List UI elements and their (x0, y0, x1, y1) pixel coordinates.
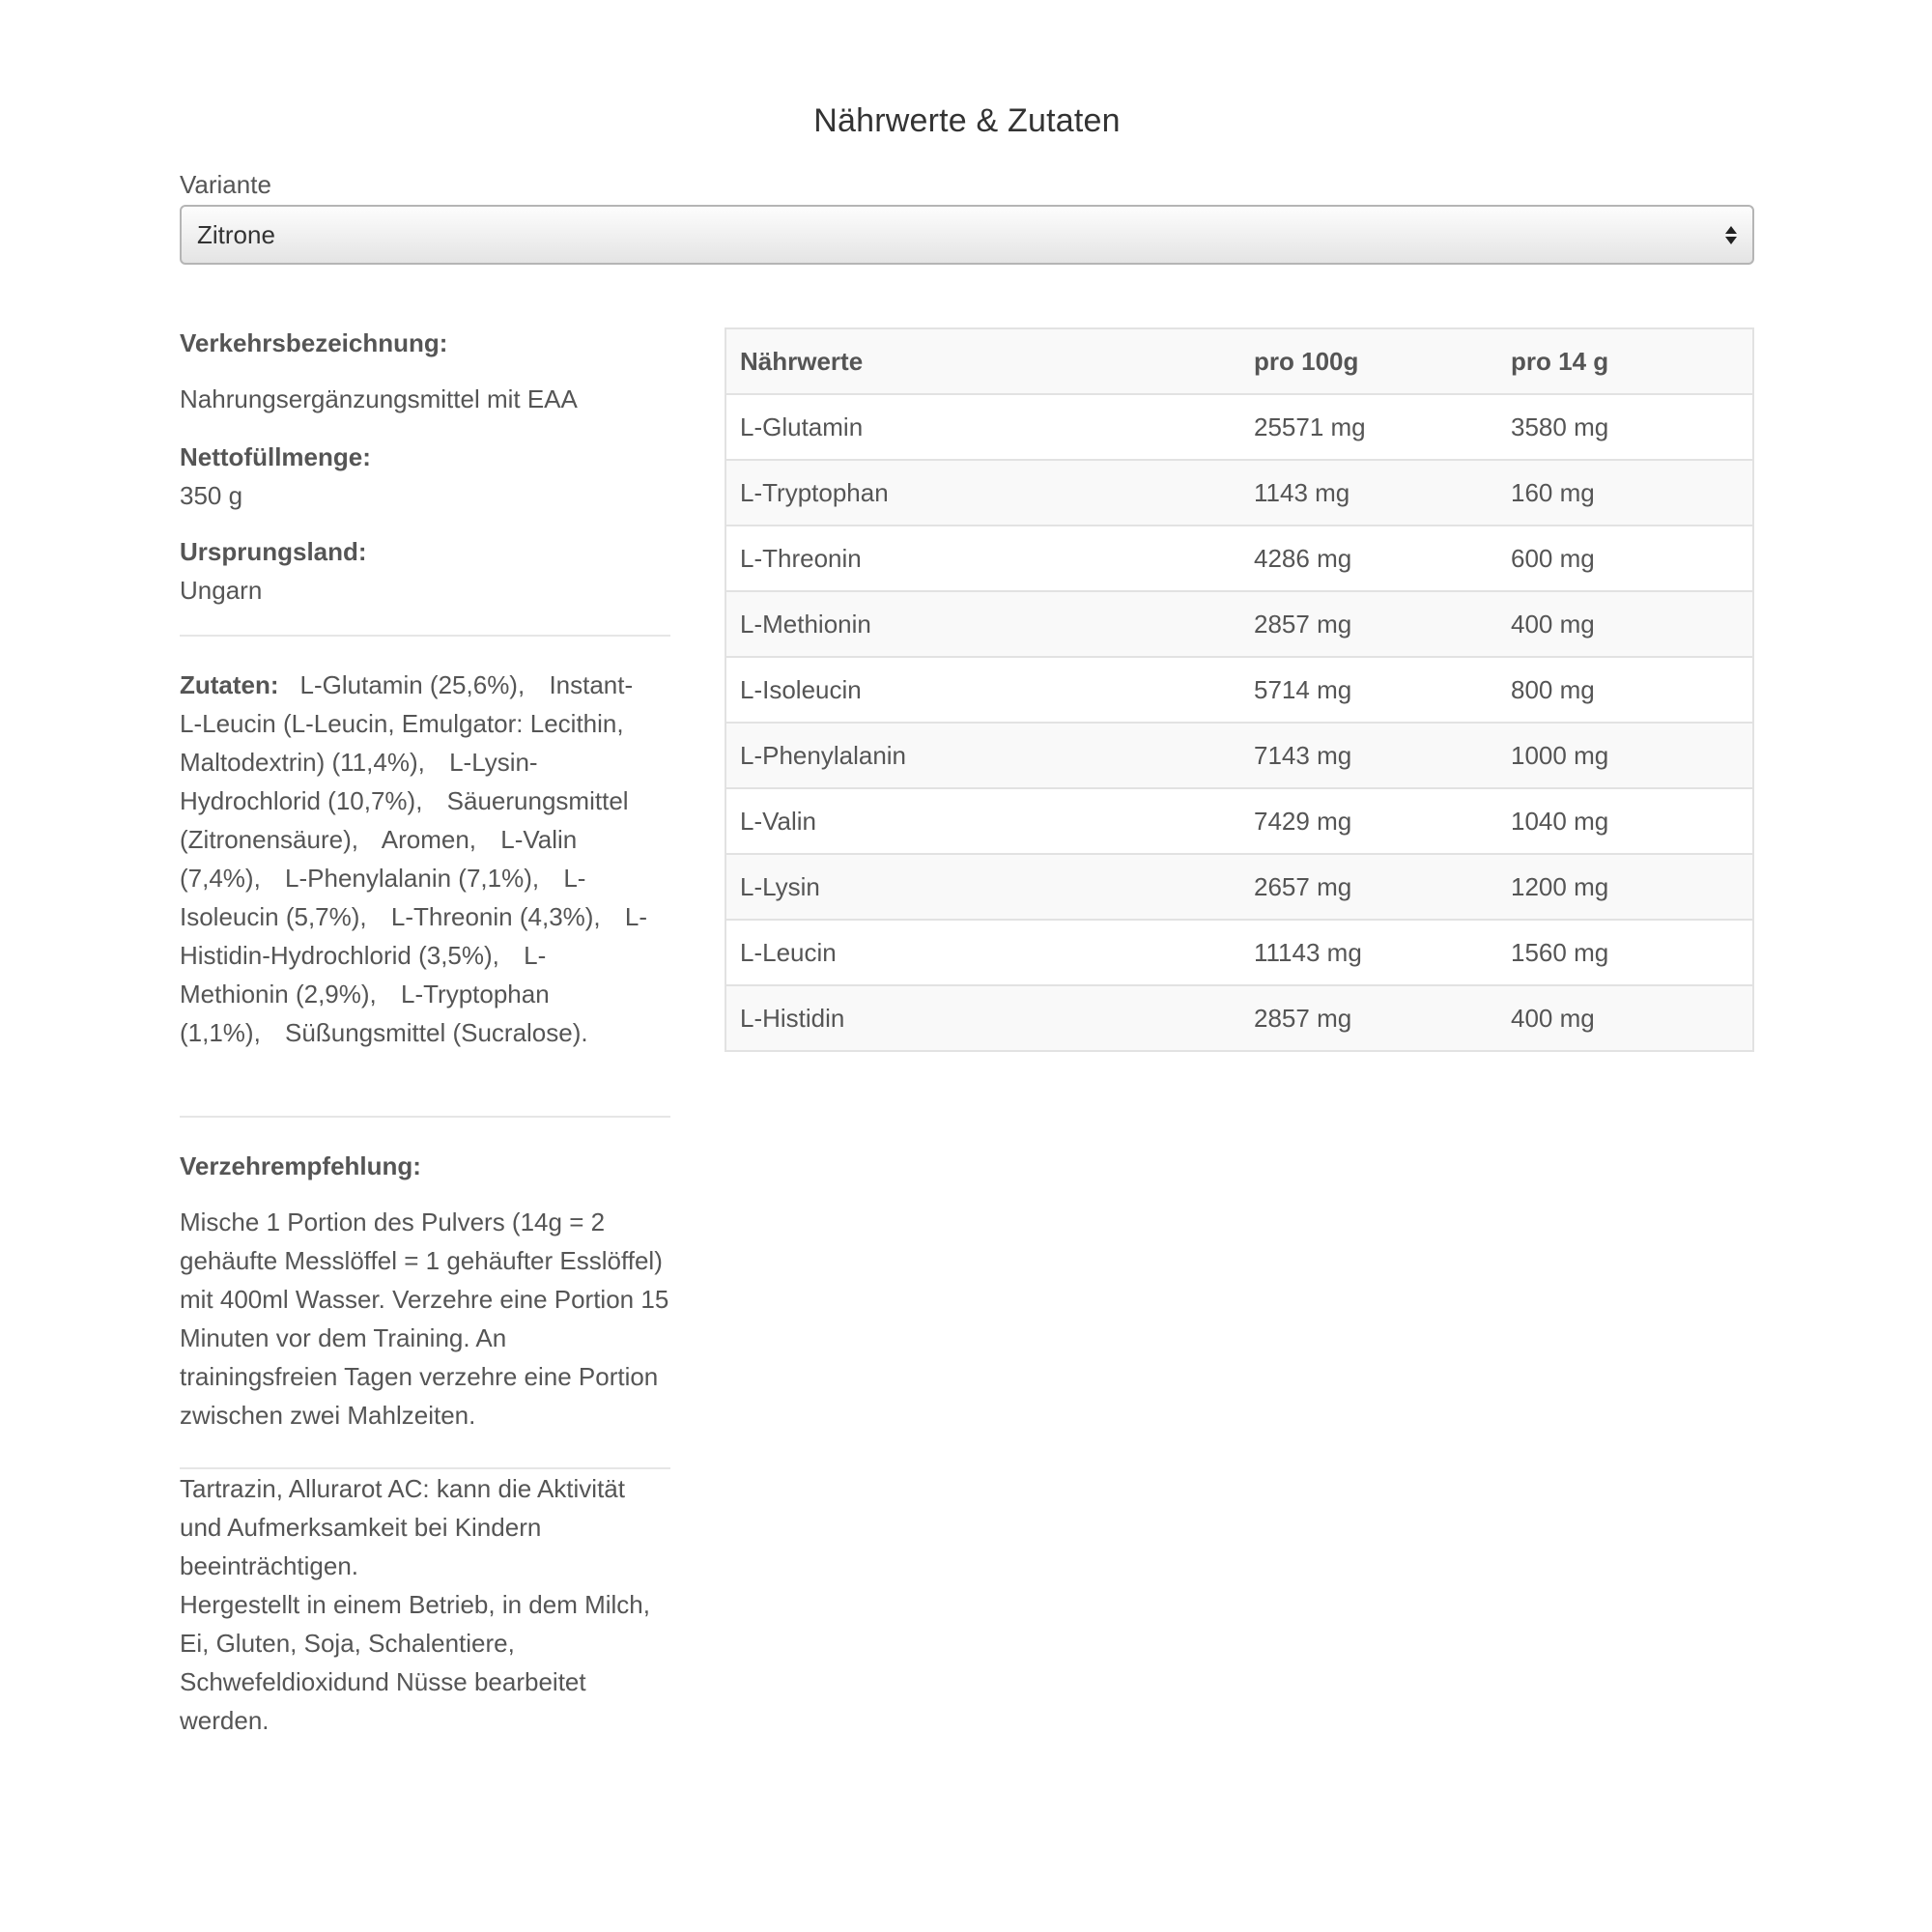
table-row (725, 985, 1753, 1051)
recommendation-text: Mische 1 Portion des Pulvers (14g = 2 gehäufte Messlöffel = 1 gehäufter Esslöffel) mit 400ml Wasser. Verzehre eine Portion 15 Minuten vor dem Training. An trainingsfreien Tagen verzehre eine Portion zwischen zwei Mahlzeiten. (180, 1208, 669, 1430)
value-per-portion: 400 mg (1497, 591, 1753, 657)
ingredient-item: L-Glutamin (25,6%), (299, 670, 526, 699)
variant-label: Variante (180, 170, 271, 199)
nutrient-name: L-Phenylalanin (725, 723, 1240, 788)
ingredient-item: L-Threonin (4,3%), (390, 902, 601, 931)
value-per-portion: 400 mg (1497, 985, 1753, 1051)
table-row (725, 657, 1753, 723)
ingredient-item: Säuerungsmittel (Zitronensäure), (180, 786, 629, 854)
nutrient-name: L-Threonin (725, 526, 1240, 591)
value-per-100g: 2857 mg (1240, 985, 1497, 1051)
value-per-100g: 7429 mg (1240, 788, 1497, 854)
table-row (725, 526, 1753, 591)
column-header: pro 14 g (1497, 328, 1753, 394)
value-per-portion: 1000 mg (1497, 723, 1753, 788)
recommendation-block (180, 1147, 670, 1435)
nutrient-name: L-Isoleucin (725, 657, 1240, 723)
ingredient-item: L-Valin (7,4%), (180, 825, 578, 893)
net-quantity-value: 350 g (180, 481, 243, 510)
denomination-label: Verkehrsbezeichnung: (180, 328, 448, 357)
value-per-100g: 11143 mg (1240, 920, 1497, 985)
value-per-100g: 5714 mg (1240, 657, 1497, 723)
table-row (725, 920, 1753, 985)
nutrient-name: L-Tryptophan (725, 460, 1240, 526)
table-header-row (725, 328, 1753, 394)
origin-label: Ursprungsland: (180, 537, 367, 566)
ingredient-item: L-Histidin-Hydrochlorid (3,5%), (180, 902, 648, 970)
value-per-portion: 3580 mg (1497, 394, 1753, 460)
value-per-portion: 1560 mg (1497, 920, 1753, 985)
column-header: pro 100g (1240, 328, 1497, 394)
ingredient-item: Instant-L-Leucin (L-Leucin, Emulgator: Lecithin, Maltodextrin) (11,4%), (180, 670, 634, 777)
value-per-100g: 4286 mg (1240, 526, 1497, 591)
ingredient-item: Süßungsmittel (Sucralose). (285, 1018, 588, 1047)
ingredient-item: L-Tryptophan (1,1%), (180, 980, 550, 1047)
nutrient-name: L-Glutamin (725, 394, 1240, 460)
recommendation-label: Verzehrempfehlung: (180, 1151, 421, 1180)
value-per-portion: 1040 mg (1497, 788, 1753, 854)
allergen-notice: Hergestellt in einem Betrieb, in dem Milch, Ei, Gluten, Soja, Schalentiere, Schwefeldioxidund Nüsse bearbeitet werden. (180, 1590, 650, 1735)
ingredient-item: L-Methionin (2,9%), (180, 941, 547, 1009)
ingredient-item: Aromen, (381, 825, 477, 854)
table-row (725, 854, 1753, 920)
variant-select[interactable] (180, 205, 1754, 265)
product-info-column (180, 324, 670, 1740)
page-title: Nährwerte & Zutaten (813, 102, 1121, 139)
table-row (725, 394, 1753, 460)
denomination-block (180, 324, 670, 418)
ingredients-block (180, 666, 670, 1052)
nutrient-name: L-Leucin (725, 920, 1240, 985)
denomination-value: Nahrungsergänzungsmittel mit EAA (180, 384, 578, 413)
nutrition-table (724, 327, 1754, 1052)
nutrient-name: L-Histidin (725, 985, 1240, 1051)
value-per-100g: 7143 mg (1240, 723, 1497, 788)
value-per-portion: 800 mg (1497, 657, 1753, 723)
net-quantity-label: Nettofüllmenge: (180, 442, 371, 471)
column-header: Nährwerte (725, 328, 1240, 394)
table-row (725, 460, 1753, 526)
warning-text: Tartrazin, Allurarot AC: kann die Aktivität und Aufmerksamkeit bei Kindern beeinträchtigen. (180, 1474, 625, 1580)
ingredient-item: L-Isoleucin (5,7%), (180, 864, 586, 931)
nutrient-name: L-Lysin (725, 854, 1240, 920)
value-per-100g: 2857 mg (1240, 591, 1497, 657)
table-row (725, 591, 1753, 657)
net-quantity-block (180, 438, 670, 515)
nutrient-name: L-Methionin (725, 591, 1240, 657)
value-per-portion: 1200 mg (1497, 854, 1753, 920)
value-per-100g: 1143 mg (1240, 460, 1497, 526)
ingredient-item: L-Lysin-Hydrochlorid (10,7%), (180, 748, 538, 815)
value-per-portion: 160 mg (1497, 460, 1753, 526)
origin-value: Ungarn (180, 576, 263, 605)
table-row (725, 723, 1753, 788)
value-per-portion: 600 mg (1497, 526, 1753, 591)
value-per-100g: 2657 mg (1240, 854, 1497, 920)
divider (180, 1116, 670, 1118)
origin-block (180, 532, 670, 610)
value-per-100g: 25571 mg (1240, 394, 1497, 460)
select-arrows-icon (1725, 226, 1737, 244)
ingredients-label: Zutaten: (180, 670, 279, 699)
table-row (725, 788, 1753, 854)
nutrient-name: L-Valin (725, 788, 1240, 854)
divider (180, 635, 670, 637)
variant-selected-value: Zitrone (197, 219, 275, 249)
ingredient-item: L-Phenylalanin (7,1%), (285, 864, 540, 893)
